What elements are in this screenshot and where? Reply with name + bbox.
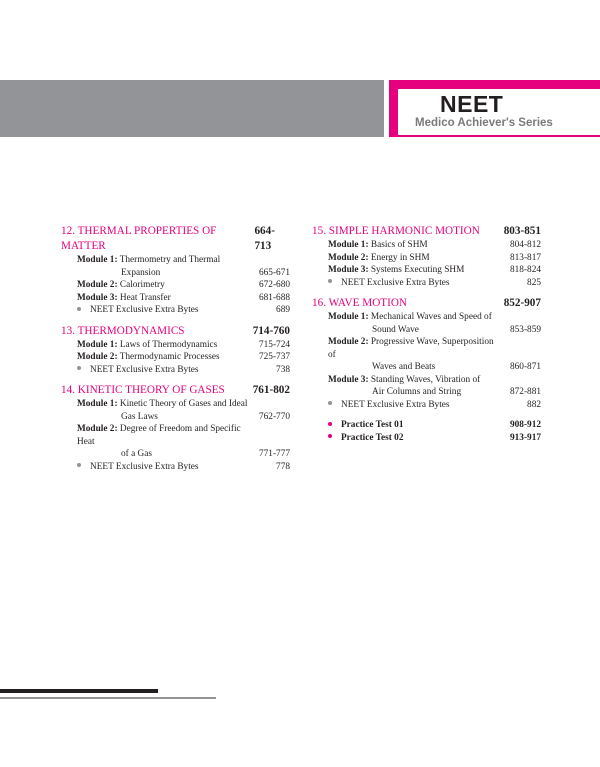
module-pages: 771-777 — [259, 449, 290, 459]
module-line — [77, 423, 250, 448]
module-entry — [61, 351, 290, 364]
module-title: Thermometry and Thermal — [119, 255, 221, 265]
chapter-pages: 761-802 — [252, 384, 290, 396]
module-line — [328, 239, 501, 252]
toc-right-column — [312, 224, 541, 444]
chapter-title — [61, 224, 254, 254]
module-label: Module 2: — [328, 252, 369, 263]
brand-box — [389, 80, 600, 137]
module-title: Mechanical Waves and Speed of — [370, 312, 492, 322]
bullet-icon — [77, 307, 81, 311]
module-label: Module 2: — [328, 337, 369, 347]
practice-test-label: Practice Test 02 — [341, 432, 404, 443]
extra-bytes-pages: 738 — [276, 364, 290, 375]
chapter-number: 12. — [61, 225, 75, 237]
module-title: Progressive Wave, Superposition of — [328, 337, 494, 360]
module-label: Module 1: — [77, 399, 118, 409]
module-pages: 853-859 — [510, 324, 541, 335]
chapter-heading — [61, 324, 290, 339]
module-pages: 672-680 — [259, 280, 290, 290]
extra-bytes-label: NEET Exclusive Extra Bytes — [90, 364, 199, 375]
module-title: Standing Waves, Vibration of — [370, 374, 481, 385]
chapter-number: 13. — [61, 324, 75, 337]
module-label: Module 3: — [77, 292, 118, 303]
module-pages: 804-812 — [510, 240, 541, 250]
module-title-continued: Air Columns and String — [372, 387, 462, 397]
chapter-heading — [61, 224, 290, 254]
module-entry — [61, 279, 290, 292]
module-label: Module 1: — [77, 339, 118, 350]
module-title: Systems Executing SHM — [370, 265, 465, 275]
chapter-title — [312, 224, 480, 239]
module-pages: 818-824 — [510, 265, 541, 275]
chapter-title-text: WAVE MOTION — [328, 297, 408, 309]
module-label: Module 1: — [328, 312, 369, 322]
module-line — [328, 336, 501, 361]
bullet-icon — [77, 463, 81, 467]
practice-test-pages: 908-912 — [510, 420, 541, 430]
module-entry — [312, 252, 541, 265]
module-pages: 725-737 — [259, 352, 290, 362]
bullet-icon — [328, 279, 332, 283]
chapter-title-text: THERMODYNAMICS — [77, 324, 185, 337]
brand-title: NEET — [440, 91, 504, 117]
chapter-pages: 714-760 — [252, 324, 290, 337]
extra-bytes-label: NEET Exclusive Extra Bytes — [90, 305, 199, 315]
chapter-number: 16. — [312, 297, 326, 309]
extra-bytes-entry — [312, 277, 541, 290]
chapter-pages: 664-713 — [254, 225, 275, 252]
module-entry — [61, 423, 290, 461]
module-title-continued: Sound Wave — [372, 324, 419, 335]
chapter-number: 14. — [61, 384, 75, 396]
footer-rule-gray — [0, 697, 216, 699]
extra-bytes-entry — [61, 364, 290, 377]
toc-left-column — [61, 224, 290, 473]
module-entry — [61, 254, 290, 279]
extra-bytes-label: NEET Exclusive Extra Bytes — [341, 399, 450, 410]
module-title: Heat Transfer — [119, 292, 171, 303]
module-entry — [312, 264, 541, 277]
chapter-title-text: KINETIC THEORY OF GASES — [77, 384, 225, 396]
extra-bytes-entry — [312, 399, 541, 412]
bullet-icon — [328, 422, 332, 426]
extra-bytes-entry — [61, 461, 290, 474]
module-entry — [312, 311, 541, 336]
module-pages: 872-881 — [510, 387, 541, 397]
module-entry — [312, 239, 541, 252]
chapter-title-text: THERMAL PROPERTIES OF MATTER — [61, 225, 217, 252]
chapter-title — [312, 296, 407, 311]
module-label: Module 3: — [328, 265, 369, 275]
chapter-number: 15. — [312, 225, 326, 237]
extra-bytes-pages: 825 — [527, 277, 541, 288]
module-title-continued: of a Gas — [121, 449, 152, 459]
module-entry — [61, 398, 290, 423]
module-line — [328, 264, 501, 277]
bullet-icon — [328, 401, 332, 405]
module-label: Module 2: — [77, 424, 118, 434]
extra-bytes-pages: 778 — [276, 461, 290, 472]
module-title-continued: Expansion — [121, 267, 161, 278]
module-line — [77, 292, 250, 305]
module-title: Calorimetry — [119, 280, 165, 290]
module-line — [77, 339, 250, 352]
extra-bytes-entry — [61, 304, 290, 317]
module-entry — [61, 292, 290, 305]
module-label: Module 2: — [77, 280, 118, 290]
footer-rule-dark — [0, 689, 158, 693]
extra-bytes-label: NEET Exclusive Extra Bytes — [341, 277, 450, 288]
brand-subtitle: Medico Achiever's Series — [415, 117, 553, 129]
chapter-heading — [61, 383, 290, 398]
chapter-pages: 852-907 — [503, 297, 541, 309]
module-line — [77, 351, 250, 364]
module-line — [328, 374, 501, 387]
chapter-pages: 803-851 — [503, 225, 541, 237]
module-line — [328, 252, 501, 265]
module-pages: 681-688 — [259, 292, 290, 303]
header-gray-bar — [0, 80, 384, 137]
chapter-title — [61, 383, 225, 398]
module-pages: 813-817 — [510, 252, 541, 263]
extra-bytes-pages: 882 — [527, 399, 541, 410]
module-line — [328, 311, 501, 324]
module-pages: 715-724 — [259, 339, 290, 350]
practice-test-pages: 913-917 — [510, 432, 541, 443]
practice-test-label: Practice Test 01 — [341, 420, 404, 430]
practice-test-entry — [312, 419, 541, 432]
module-title: Thermodynamic Processes — [119, 352, 220, 362]
module-label: Module 3: — [328, 374, 369, 385]
module-entry — [312, 374, 541, 399]
module-line — [77, 398, 250, 411]
module-title: Degree of Freedom and Specific Heat — [77, 424, 241, 447]
module-title: Kinetic Theory of Gases and Ideal — [119, 399, 248, 409]
chapter-heading — [312, 296, 541, 311]
module-line — [77, 254, 250, 267]
module-entry — [312, 336, 541, 374]
module-entry — [61, 339, 290, 352]
extra-bytes-label: NEET Exclusive Extra Bytes — [90, 461, 199, 472]
practice-tests — [312, 419, 541, 444]
bullet-icon — [328, 434, 332, 438]
module-title: Laws of Thermodynamics — [119, 339, 218, 350]
practice-test-entry — [312, 432, 541, 445]
module-pages: 665-671 — [259, 267, 290, 278]
module-pages: 762-770 — [259, 411, 290, 422]
chapter-title — [61, 324, 185, 339]
module-title: Energy in SHM — [370, 252, 430, 263]
extra-bytes-pages: 689 — [276, 305, 290, 315]
module-title-continued: Gas Laws — [121, 411, 158, 422]
module-title: Basics of SHM — [370, 240, 428, 250]
module-line — [77, 279, 250, 292]
module-label: Module 1: — [328, 240, 369, 250]
module-title-continued: Waves and Beats — [372, 362, 436, 372]
chapter-heading — [312, 224, 541, 239]
bullet-icon — [77, 366, 81, 370]
module-label: Module 1: — [77, 255, 118, 265]
chapter-title-text: SIMPLE HARMONIC MOTION — [328, 225, 480, 237]
module-pages: 860-871 — [510, 362, 541, 372]
module-label: Module 2: — [77, 352, 118, 362]
